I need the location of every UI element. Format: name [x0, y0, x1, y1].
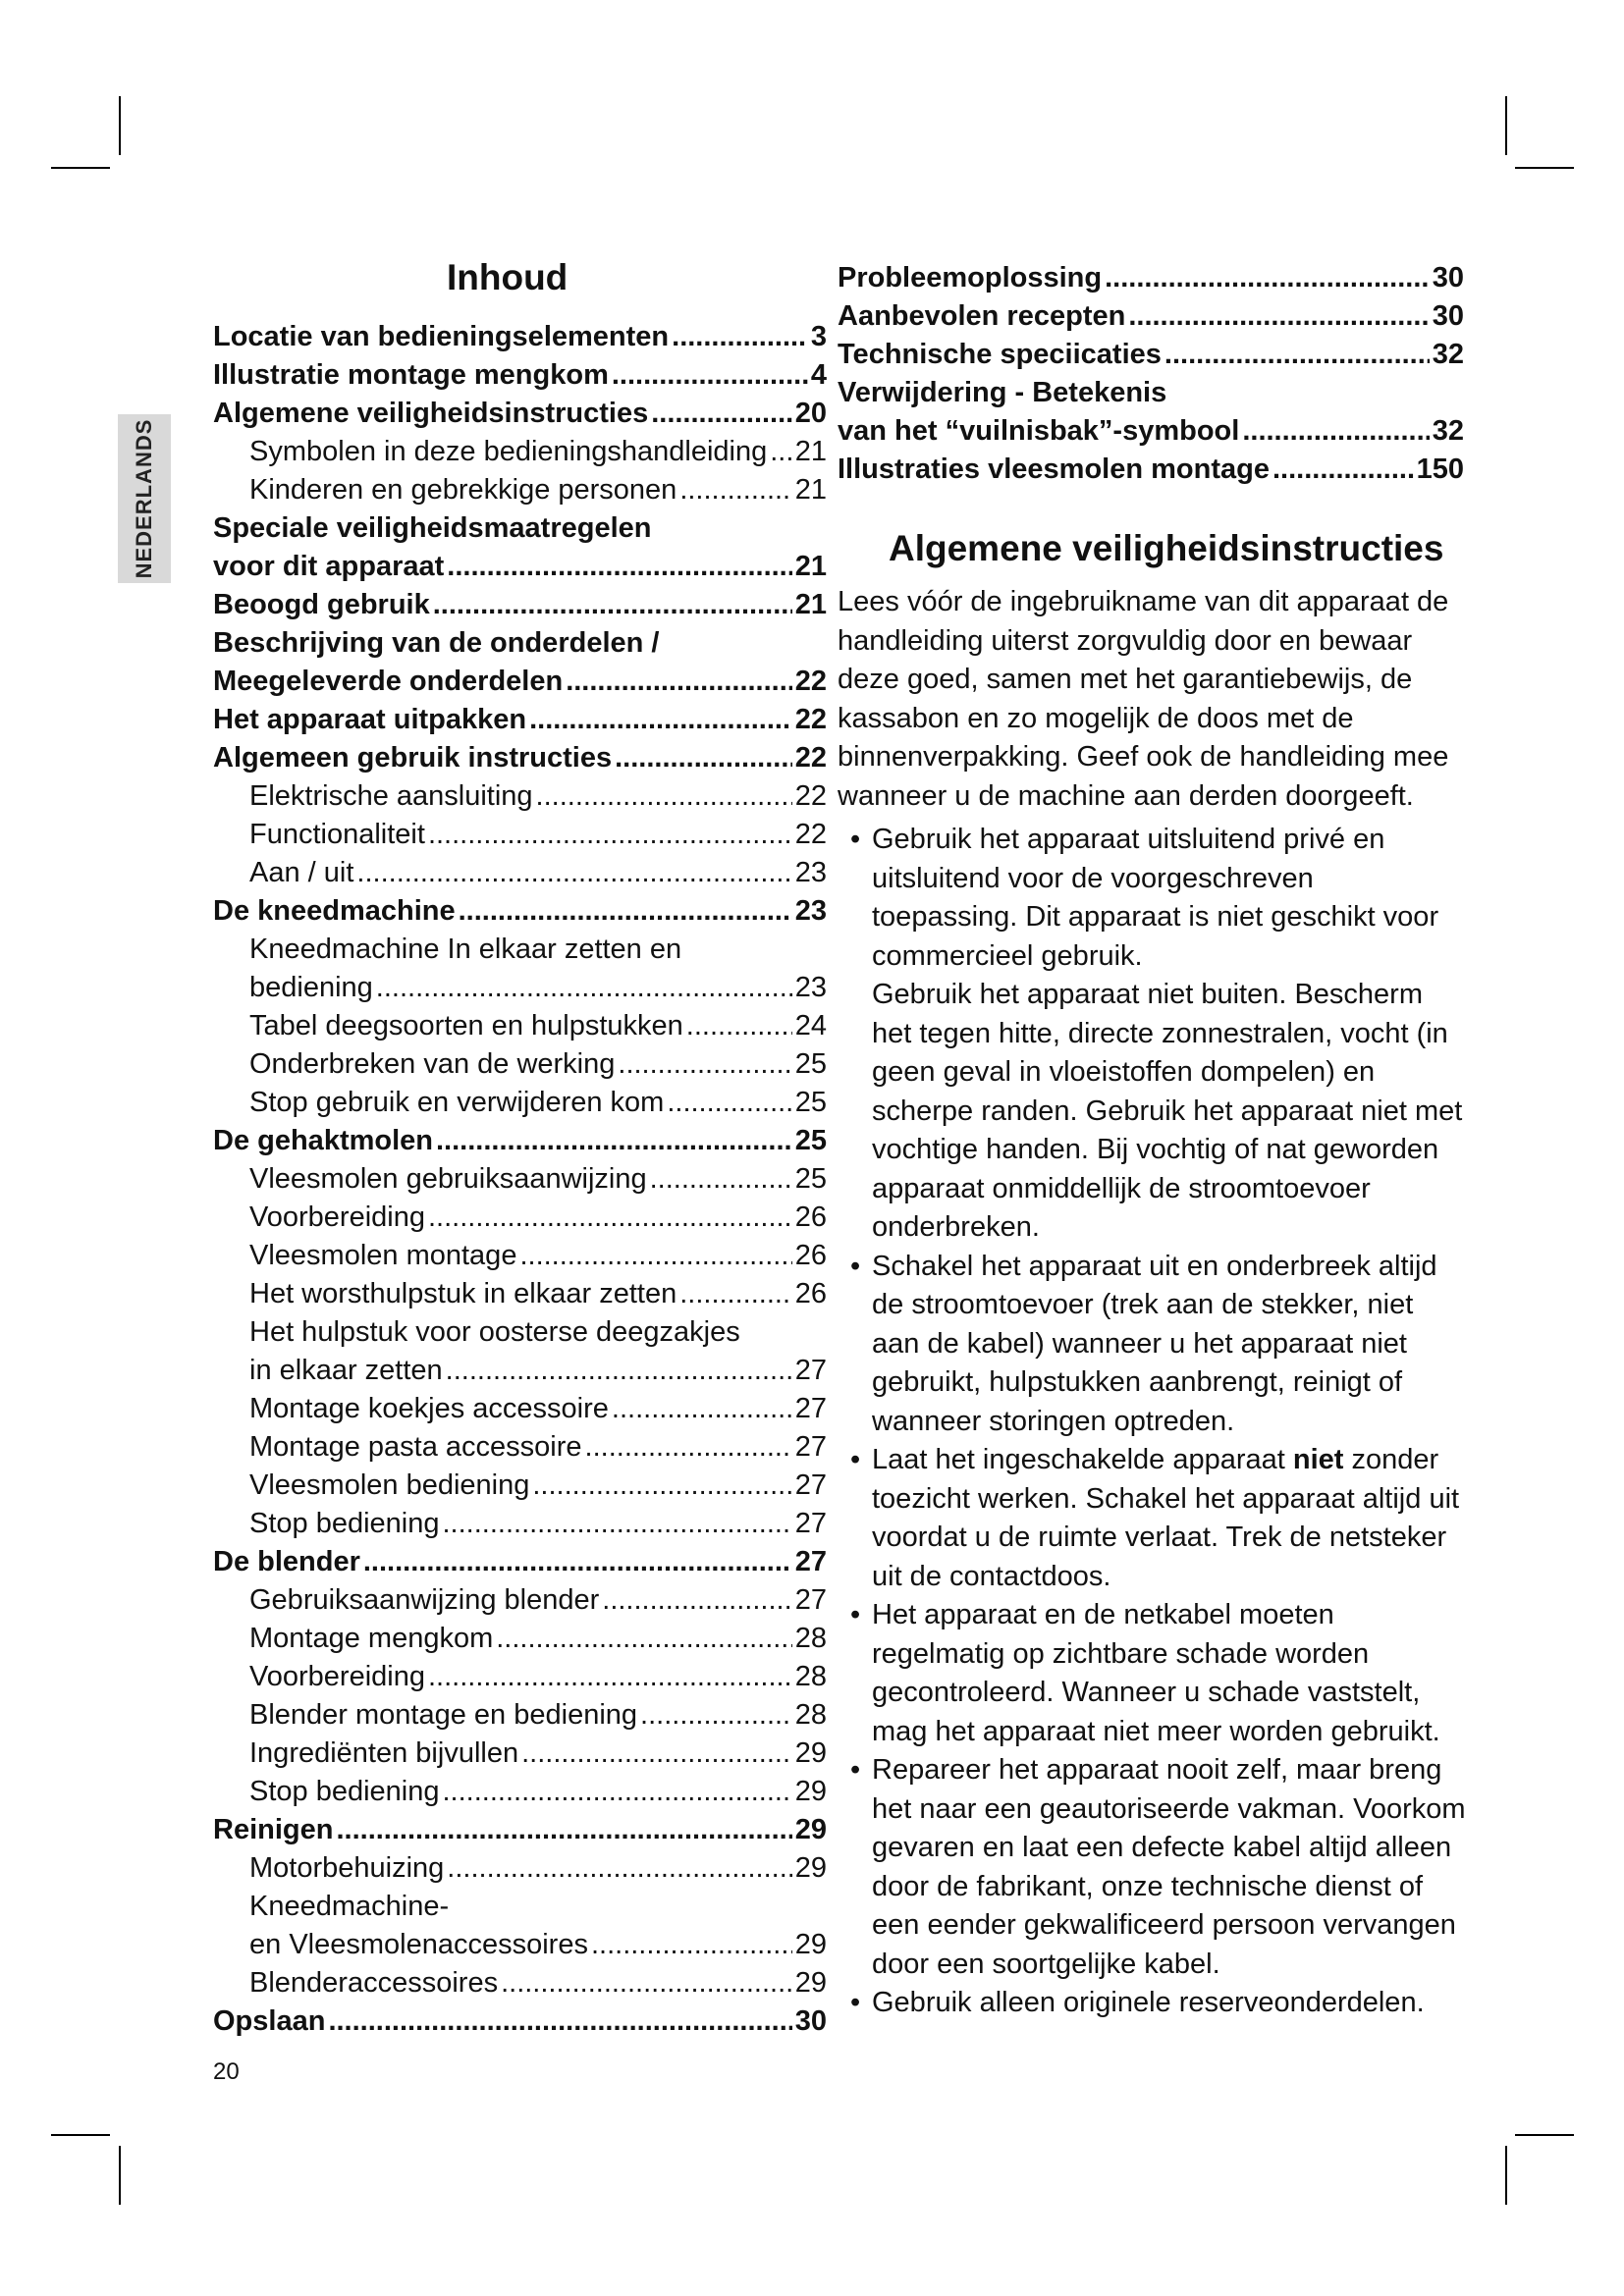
- toc-entry-page: 21: [794, 589, 827, 620]
- toc-entry-page: 29: [794, 1852, 827, 1884]
- crop-mark: [51, 2134, 110, 2136]
- toc-entry-page: 29: [794, 1737, 827, 1769]
- toc-entry-page: 27: [794, 1355, 827, 1386]
- toc-entry-page: 20: [794, 398, 827, 429]
- toc-leader-dots: [532, 1467, 791, 1505]
- toc-entry: [213, 356, 827, 395]
- toc-entry-page: 32: [1432, 415, 1464, 447]
- toc-leader-dots: [679, 471, 791, 509]
- toc-entry: [213, 1390, 827, 1428]
- toc-leader-dots: [602, 1581, 791, 1620]
- toc-entry-label: Illustraties vleesmolen montage: [838, 454, 1270, 485]
- toc-entry-page: 23: [794, 972, 827, 1003]
- toc-entry-page: 22: [794, 704, 827, 735]
- toc-entry-page: 27: [794, 1393, 827, 1424]
- toc-leader-dots: [536, 777, 792, 816]
- toc-entry-page: 25: [794, 1125, 827, 1156]
- toc-entry-page: 30: [794, 2005, 827, 2037]
- toc-leader-dots: [336, 1811, 791, 1849]
- toc-entry-label: Opslaan: [213, 2005, 326, 2037]
- toc-entry: [213, 1773, 827, 1811]
- toc-leader-dots: [640, 1696, 792, 1735]
- toc-leader-dots: [443, 1505, 792, 1543]
- language-tab-label: NEDERLANDS: [132, 418, 156, 579]
- toc-entry: [213, 395, 827, 433]
- toc-leader-dots: [496, 1620, 791, 1658]
- toc-entry-label: Onderbreken van de werking: [249, 1048, 616, 1080]
- safety-instruction-item: Gebruik het apparaat niet buiten. Bescherm het tegen hitte, directe zonnestralen, vocht (in geen geval in vloeistoffen dompelen) en scherpe randen. Gebruik het apparaat niet met vochtige handen. Bij vochtig of nat geworden apparaat onmiddellijk de stroomtoevoer onderbreken.: [872, 979, 1463, 1243]
- toc-entry-label: Elektrische aansluiting: [249, 780, 533, 812]
- toc-entry-label: Reinigen: [213, 1814, 334, 1845]
- toc-entry-label: bediening: [249, 972, 373, 1003]
- toc-entry: [838, 412, 1464, 451]
- toc-entry-label: Algemene veiligheidsinstructies: [213, 398, 649, 429]
- toc-entry-label: van het “vuilnisbak”-symbool: [838, 415, 1240, 447]
- toc-leader-dots: [428, 816, 792, 854]
- toc-entry-page: 26: [794, 1240, 827, 1271]
- toc-entry-page: 22: [794, 780, 827, 812]
- toc-entry-page: 150: [1416, 454, 1464, 485]
- toc-entry-label: De blender: [213, 1546, 360, 1577]
- toc-entry: [213, 1045, 827, 1084]
- toc-leader-dots: [433, 586, 792, 624]
- toc-right-column: [838, 259, 1464, 489]
- toc-entry: [213, 1543, 827, 1581]
- toc-entry-page: 27: [794, 1469, 827, 1501]
- toc-entry-page: 27: [794, 1584, 827, 1616]
- toc-leader-dots: [443, 1773, 792, 1811]
- toc-entry-label: Blender montage en bediening: [249, 1699, 638, 1731]
- toc-entry-page: 32: [1432, 339, 1464, 370]
- toc-entry-label: Stop bediening: [249, 1508, 440, 1539]
- toc-entry-page: 29: [794, 1967, 827, 1999]
- toc-leader-dots: [686, 1007, 792, 1045]
- page-number: 20: [213, 2058, 240, 2085]
- toc-entry-label: in elkaar zetten: [249, 1355, 443, 1386]
- toc-entry-label: Gebruiksaanwijzing blender: [249, 1584, 600, 1616]
- toc-entry-page: 22: [794, 819, 827, 850]
- instruction-text: Laat het ingeschakelde apparaat: [872, 1444, 1293, 1475]
- toc-entry: [213, 586, 827, 624]
- toc-entry-label: Illustratie montage mengkom: [213, 359, 609, 391]
- toc-entry: [838, 259, 1464, 297]
- toc-entry-page: 26: [794, 1201, 827, 1233]
- toc-entry-label: De gehaktmolen: [213, 1125, 433, 1156]
- toc-entry: [838, 451, 1464, 489]
- toc-entry-label: voor dit apparaat: [213, 551, 445, 582]
- toc-leader-dots: [436, 1122, 792, 1160]
- toc-entry-page: 30: [1432, 300, 1464, 332]
- toc-entry-page: 25: [794, 1163, 827, 1195]
- toc-leader-dots: [667, 1084, 791, 1122]
- toc-entry: [213, 1237, 827, 1275]
- toc-leader-dots: [459, 892, 792, 931]
- safety-instruction-item: • Gebruik het apparaat uitsluitend privé en uitsluitend voor de voorgeschreven toepassing. Dit apparaat is niet geschikt voor commercieel gebruik.: [854, 821, 1467, 976]
- toc-entry-label: Aanbevolen recepten: [838, 300, 1126, 332]
- toc-entry: [213, 1352, 827, 1390]
- toc-entry: [213, 1428, 827, 1467]
- toc-leader-dots: [519, 1237, 791, 1275]
- instruction-emphasis: niet: [1292, 1444, 1344, 1475]
- safety-instruction-item: • Repareer het apparaat nooit zelf, maar breng het naar een geautoriseerde vakman. Voorkom gevaren en laat een defecte kabel altijd alleen door de fabrikant, onze technische dienst of een eender gekwalificeerd persoon vervangen door een soortgelijke kabel.: [854, 1751, 1467, 1984]
- toc-leader-dots: [447, 1849, 791, 1888]
- toc-entry-label: Aan / uit: [249, 857, 354, 888]
- toc-entry: [213, 1122, 827, 1160]
- toc-entry-page: 28: [794, 1661, 827, 1692]
- toc-entry: [213, 663, 827, 701]
- toc-leader-dots: [363, 1543, 792, 1581]
- toc-entry-label: Voorbereiding: [249, 1201, 425, 1233]
- toc-left-column: [213, 318, 827, 2041]
- toc-entry: [213, 969, 827, 1007]
- toc-leader-dots: [679, 1275, 792, 1313]
- crop-mark: [1505, 2146, 1507, 2205]
- toc-entry-label: Kinderen en gebrekkige personen: [249, 474, 677, 506]
- toc-entry-page: 29: [794, 1814, 827, 1845]
- toc-entry-page: 23: [794, 895, 827, 927]
- toc-entry-page: 22: [794, 742, 827, 774]
- toc-leader-dots: [1242, 412, 1429, 451]
- instruction-text: zonder toezicht werken. Schakel het apparaat altijd uit voordat u de ruimte verlaat. Trek de netsteker uit de contactdoos.: [872, 1444, 1460, 1592]
- toc-leader-dots: [328, 2002, 791, 2041]
- crop-mark: [51, 167, 110, 169]
- toc-entry-label: Het apparaat uitpakken: [213, 704, 527, 735]
- toc-entry-label: Verwijdering - Betekenis: [838, 377, 1167, 408]
- toc-entry-label: en Vleesmolenaccessoires: [249, 1929, 588, 1960]
- toc-entry: [213, 548, 827, 586]
- toc-leader-dots: [529, 701, 792, 739]
- toc-entry-page: 21: [794, 436, 827, 467]
- crop-mark: [1505, 96, 1507, 155]
- toc-entry: [213, 471, 827, 509]
- toc-entry-page: 22: [794, 666, 827, 697]
- toc-entry-page: 30: [1432, 262, 1464, 294]
- toc-entry-page: 27: [794, 1546, 827, 1577]
- toc-entry-page: 28: [794, 1623, 827, 1654]
- toc-entry: [838, 336, 1464, 374]
- toc-entry-page: 25: [794, 1048, 827, 1080]
- toc-entry: [213, 1964, 827, 2002]
- toc-entry-label: Blenderaccessoires: [249, 1967, 499, 1999]
- language-tab: [118, 414, 171, 583]
- toc-leader-dots: [770, 433, 792, 471]
- toc-leader-dots: [428, 1199, 792, 1237]
- section-title: Algemene veiligheidsinstructies: [889, 528, 1444, 568]
- toc-entry-page: 29: [794, 1929, 827, 1960]
- toc-leader-dots: [615, 739, 792, 777]
- toc-entry: [213, 1658, 827, 1696]
- toc-entry: [213, 1811, 827, 1849]
- intro-paragraph: Lees vóór de ingebruikname van dit apparaat de handleiding uiterst zorgvuldig door en bewaar deze goed, samen met het garantiebewijs, de kassabon en zo mogelijk de doos met de binnenverpakking. Geef ook de handleiding mee wanneer u de machine aan derden doorgeeft.: [838, 586, 1449, 812]
- toc-entry-label: Functionaliteit: [249, 819, 425, 850]
- toc-entry: [838, 297, 1464, 336]
- toc-entry: [213, 433, 827, 471]
- toc-entry: [213, 777, 827, 816]
- toc-entry: [213, 1467, 827, 1505]
- toc-entry-page: 4: [810, 359, 827, 391]
- toc-entry-label: De kneedmachine: [213, 895, 456, 927]
- toc-entry-label: Motorbehuizing: [249, 1852, 445, 1884]
- toc-leader-dots: [501, 1964, 792, 2002]
- safety-instructions-list: [854, 821, 1467, 2023]
- toc-entry: [213, 1620, 827, 1658]
- toc-entry: [213, 1926, 827, 1964]
- toc-entry-page: 27: [794, 1431, 827, 1463]
- toc-entry-label: Locatie van bedieningselementen: [213, 321, 670, 352]
- toc-entry: [213, 1505, 827, 1543]
- toc-entry-label: Symbolen in deze bedieningshandleiding: [249, 436, 768, 467]
- toc-entry-label: Het hulpstuk voor oosterse deegzakjes: [249, 1316, 740, 1348]
- toc-entry-label: Kneedmachine In elkaar zetten en: [249, 934, 682, 965]
- safety-instruction-item: • Schakel het apparaat uit en onderbreek altijd de stroomtoevoer (trek aan de stekker, niet aan de kabel) wanneer u het apparaat niet gebruikt, hulpstukken aanbrengt, reinigt of wanneer storingen optreden.: [854, 1248, 1467, 1442]
- toc-leader-dots: [447, 548, 791, 586]
- toc-entry-label: Beschrijving van de onderdelen /: [213, 627, 660, 659]
- crop-mark: [1515, 167, 1574, 169]
- toc-entry-label: Montage mengkom: [249, 1623, 494, 1654]
- toc-entry: [213, 1275, 827, 1313]
- toc-entry: [213, 1849, 827, 1888]
- toc-entry-label: Montage pasta accessoire: [249, 1431, 582, 1463]
- toc-leader-dots: [376, 969, 792, 1007]
- toc-entry-label: Probleemoplossing: [838, 262, 1103, 294]
- toc-leader-dots: [612, 356, 808, 395]
- toc-entry-label: Stop gebruik en verwijderen kom: [249, 1087, 665, 1118]
- toc-entry: [213, 1007, 827, 1045]
- toc-leader-dots: [566, 663, 792, 701]
- toc-entry: [213, 1696, 827, 1735]
- toc-entry: [213, 701, 827, 739]
- toc-leader-dots: [428, 1658, 792, 1696]
- toc-entry-label: Voorbereiding: [249, 1661, 425, 1692]
- toc-entry: [213, 1160, 827, 1199]
- crop-mark: [1515, 2134, 1574, 2136]
- toc-entry-label: Meegeleverde onderdelen: [213, 666, 564, 697]
- toc-leader-dots: [585, 1428, 792, 1467]
- toc-entry-label: Ingrediënten bijvullen: [249, 1737, 519, 1769]
- crop-mark: [119, 96, 121, 155]
- toc-leader-dots: [1128, 297, 1429, 336]
- toc-entry-label: Vleesmolen gebruiksaanwijzing: [249, 1163, 647, 1195]
- toc-entry: [213, 1735, 827, 1773]
- toc-entry-page: 28: [794, 1699, 827, 1731]
- toc-entry-label: Kneedmachine-: [249, 1891, 450, 1922]
- toc-entry: [213, 892, 827, 931]
- toc-entry-label: Technische speciicaties: [838, 339, 1162, 370]
- toc-leader-dots: [651, 395, 792, 433]
- toc-entry-label: Vleesmolen montage: [249, 1240, 517, 1271]
- toc-entry-label: Beoogd gebruik: [213, 589, 430, 620]
- toc-entry-page: 29: [794, 1776, 827, 1807]
- toc-entry-page: 21: [794, 551, 827, 582]
- toc-entry-label: Speciale veiligheidsmaatregelen: [213, 512, 652, 544]
- toc-entry: [213, 1581, 827, 1620]
- crop-mark: [119, 2146, 121, 2205]
- toc-entry-label: Vleesmolen bediening: [249, 1469, 530, 1501]
- toc-entry: [213, 816, 827, 854]
- toc-entry-label: Montage koekjes accessoire: [249, 1393, 609, 1424]
- safety-instruction-item: • Gebruik alleen originele reserveonderdelen.: [854, 1984, 1467, 2023]
- toc-entry: [213, 1199, 827, 1237]
- toc-entry-page: 23: [794, 857, 827, 888]
- toc-entry: [213, 2002, 827, 2041]
- toc-entry-label: Stop bediening: [249, 1776, 440, 1807]
- toc-leader-dots: [356, 854, 791, 892]
- toc-entry: [213, 1084, 827, 1122]
- toc-entry-label: Algemeen gebruik instructies: [213, 742, 613, 774]
- toc-entry-page: 3: [810, 321, 827, 352]
- toc-entry-label: Het worsthulpstuk in elkaar zetten: [249, 1278, 677, 1309]
- safety-instruction-item: [854, 1441, 1467, 1596]
- toc-entry-label: Tabel deegsoorten en hulpstukken: [249, 1010, 683, 1041]
- toc-leader-dots: [446, 1352, 792, 1390]
- toc-entry: [213, 318, 827, 356]
- toc-entry-page: 21: [794, 474, 827, 506]
- safety-instruction-item: • Het apparaat en de netkabel moeten regelmatig op zichtbare schade worden gecontroleerd. Wanneer u schade vaststelt, mag het apparaat niet meer worden gebruikt.: [854, 1596, 1467, 1751]
- toc-entry: [213, 739, 827, 777]
- toc-entry-page: 26: [794, 1278, 827, 1309]
- toc-leader-dots: [591, 1926, 792, 1964]
- toc-entry-page: 24: [794, 1010, 827, 1041]
- toc-entry-page: 27: [794, 1508, 827, 1539]
- toc-title: Inhoud: [447, 257, 568, 297]
- toc-leader-dots: [1272, 451, 1414, 489]
- toc-leader-dots: [521, 1735, 792, 1773]
- toc-leader-dots: [612, 1390, 792, 1428]
- toc-leader-dots: [618, 1045, 791, 1084]
- toc-leader-dots: [650, 1160, 792, 1199]
- toc-leader-dots: [1164, 336, 1430, 374]
- toc-entry-page: 25: [794, 1087, 827, 1118]
- toc-entry: [213, 854, 827, 892]
- toc-leader-dots: [672, 318, 808, 356]
- toc-leader-dots: [1105, 259, 1430, 297]
